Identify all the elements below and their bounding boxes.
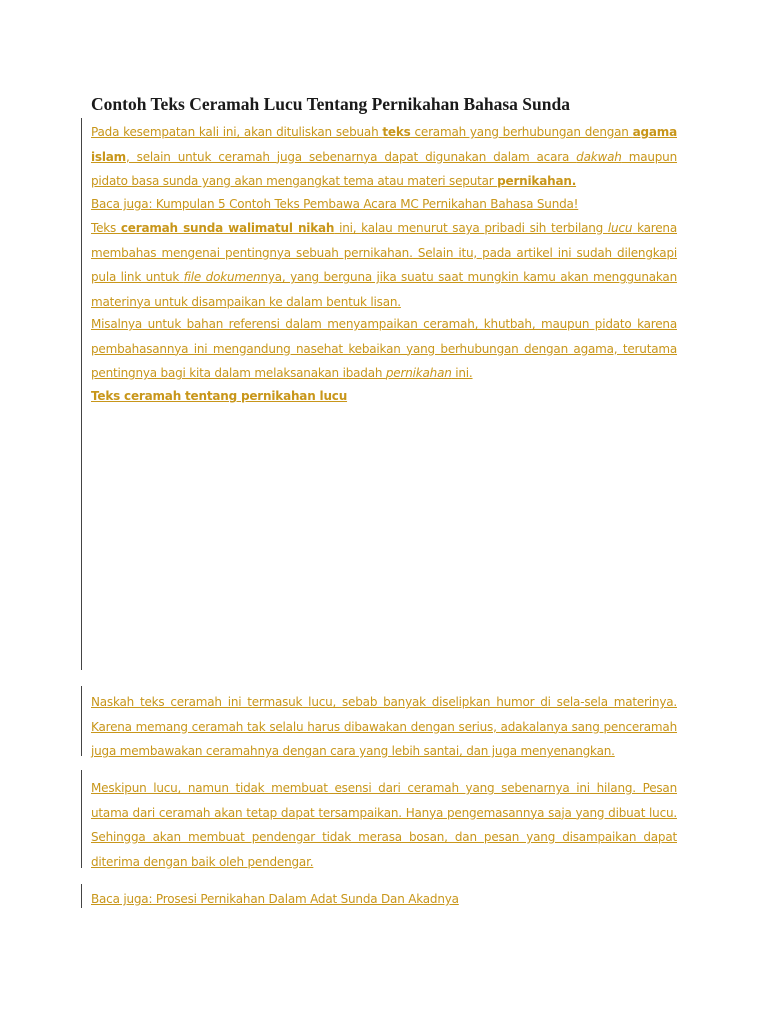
italic-text: lucu <box>607 221 633 235</box>
text-span: ceramah yang berhubungan dengan <box>410 125 633 139</box>
text-span: Pada kesempatan kali ini, akan dituliskan sebuah <box>91 125 383 139</box>
text-span: Misalnya untuk bahan referensi dalam menyampaikan ceramah, khutbah, maupun pidato karena pembahasannya ini mengandung nasehat kebaikan yang berhubungan dengan agama, terutama pentingnya bagi kita dalam melaksanakan ibadah <box>91 317 677 380</box>
left-border-line <box>81 118 82 670</box>
italic-text: file dokumen <box>183 270 261 284</box>
text-span: karena membahas mengenai pentingnya sebuah pernikahan. Selain itu, pada artikel ini sudah dilengkapi pula link untuk <box>91 221 677 284</box>
text-span: nya, yang berguna jika suatu saat mungkin kamu akan menggunakan materinya untuk disampaikan ke dalam bentuk lisan. <box>91 270 677 309</box>
naskah-paragraph[interactable]: Naskah teks ceramah ini termasuk lucu, sebab banyak diselipkan humor di sela-sela materinya. Karena memang ceramah tak selalu harus dibawakan dengan serius, adakalanya sang penceramah juga membawakan ceramahnya dengan cara yang lebih santai, dan juga menyenangkan. <box>91 695 677 758</box>
text-span: ini. <box>451 366 473 380</box>
baca-juga-link-1[interactable]: Baca juga: Kumpulan 5 Contoh Teks Pembawa Acara MC Pernikahan Bahasa Sunda! <box>91 197 579 211</box>
left-border-line <box>81 770 82 868</box>
left-border-line <box>81 884 82 908</box>
bold-text: ceramah sunda walimatul nikah <box>120 221 335 235</box>
bold-text: teks <box>382 125 411 139</box>
text-span: , selain untuk ceramah juga sebenarnya dapat digunakan dalam acara <box>125 149 577 164</box>
left-border-line <box>81 686 82 756</box>
text-span: maupun pidato basa sunda yang akan mengangkat tema atau materi seputar <box>91 149 677 188</box>
referensi-paragraph[interactable] <box>91 312 677 386</box>
bold-text: pernikahan. <box>497 174 577 188</box>
text-span: Teks <box>91 221 121 235</box>
italic-text: pernikahan <box>385 366 452 380</box>
baca-juga-link-2[interactable]: Baca juga: Prosesi Pernikahan Dalam Adat Sunda Dan Akadnya <box>91 892 459 906</box>
intro-paragraph[interactable] <box>91 120 677 194</box>
section-heading-link[interactable]: Teks ceramah tentang pernikahan lucu <box>91 389 348 403</box>
document-title: Contoh Teks Ceramah Lucu Tentang Pernikahan Bahasa Sunda <box>91 94 570 114</box>
italic-text: dakwah <box>576 149 622 164</box>
meskipun-paragraph[interactable]: Meskipun lucu, namun tidak membuat esensi dari ceramah yang sebenarnya ini hilang. Pesan utama dari ceramah akan tetap dapat tersampaikan. Hanya pengemasannya saja yang dibuat lucu. Sehingga akan membuat pendengar tidak merasa bosan, dan pesan yang disampaikan dapat diterima dengan baik oleh pendengar. <box>91 781 677 869</box>
text-span: ini, kalau menurut saya pribadi sih terbilang <box>334 221 608 235</box>
bold-text: agama islam <box>91 125 677 164</box>
walimatul-nikah-paragraph[interactable] <box>91 216 677 314</box>
